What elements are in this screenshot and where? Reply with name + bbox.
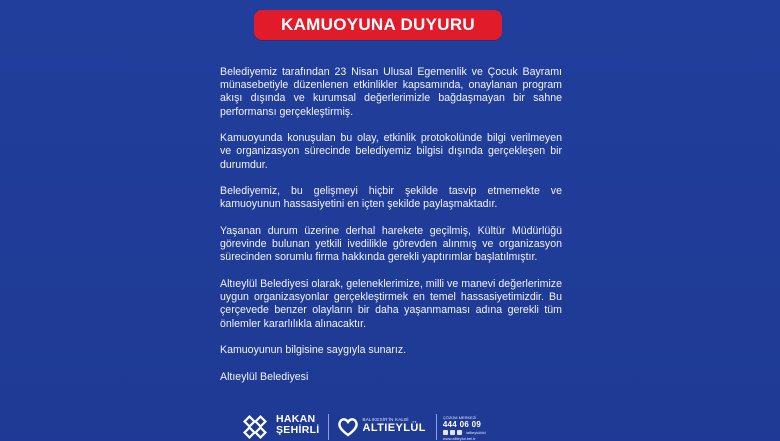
footer-logos — [242, 414, 486, 440]
paragraph-3: Belediyemiz, bu gelişmeyi hiçbir şekilde tasvip etmemekte ve kamuoyunun hassasiyetini en içten şekilde paylaşmaktadır. — [220, 185, 562, 211]
paragraph-4: Yaşanan durum üzerine derhal harekete geçilmiş, Kültür Müdürlüğü görevinde bulunan yetkili ivedilikle görevden alınmış ve organizasyon sürecinden sorumlu firma hakkında gerekli yaptırımlar başlatılmıştır. — [220, 225, 562, 264]
knot-logo-icon — [242, 414, 268, 440]
social-row — [443, 429, 486, 436]
social-handle: /altieylulbld — [465, 430, 486, 435]
x-icon — [450, 430, 455, 435]
paragraph-2: Kamuoyunda konuşulan bu olay, etkinlik protokolünde bilgi verilmeyen ve organizasyon sürecinde belediyemiz bilgisi dışında gerçekleşen bir durumdur. — [220, 132, 562, 171]
facebook-icon — [443, 430, 448, 435]
sehirli-line: ŞEHİRLİ — [276, 424, 320, 436]
heart-logo-icon — [337, 416, 359, 438]
hakan-sehirli-logo — [276, 414, 320, 436]
hakan-line: HAKAN — [276, 413, 316, 425]
signature: Altıeylül Belediyesi — [220, 370, 309, 383]
announcement-body — [220, 66, 562, 397]
paragraph-1: Belediyemiz tarafından 23 Nisan Ulusal Egemenlik ve Çocuk Bayramı münasebetiyle düzenlenen etkinlikler kapsamında, onaylanan program akışı dışında ve kurumsal değerlerimizle bağdaşmayan bir sahne performansı gerçekleştirmiş. — [220, 66, 562, 118]
paragraph-5: Altıeylül Belediyesi olarak, geleneklerimize, milli ve manevi değerlerimize uygun organizasyonlar gerçekleştirmek en temel hassasiyetimizdir. Bu çerçevede benzer olayların bir daha yaşanmaması adına gerekli tüm önlemler kararlılıkla alınacaktır. — [220, 278, 562, 330]
contact-label: ÇÖZÜM MERKEZİ — [442, 415, 477, 420]
altieylul-logo — [363, 417, 426, 434]
title-badge — [254, 10, 502, 40]
contact-phone: 444 06 09 — [442, 420, 482, 429]
footer-divider — [328, 414, 329, 440]
website: www.altieylul.bel.tr — [442, 436, 476, 441]
contact-block — [443, 415, 486, 441]
closing-line: Kamuoyunun bilgisine saygıyla sunarız. — [220, 344, 407, 357]
altieylul-wordmark: ALTIEYLÜL — [362, 422, 426, 434]
instagram-icon — [457, 430, 462, 435]
footer-divider-2 — [436, 414, 437, 440]
altieylul-tagline: BALIKESİR'İN KALBİ — [362, 417, 409, 422]
page-title: KAMUOYUNA DUYURU — [281, 15, 475, 34]
